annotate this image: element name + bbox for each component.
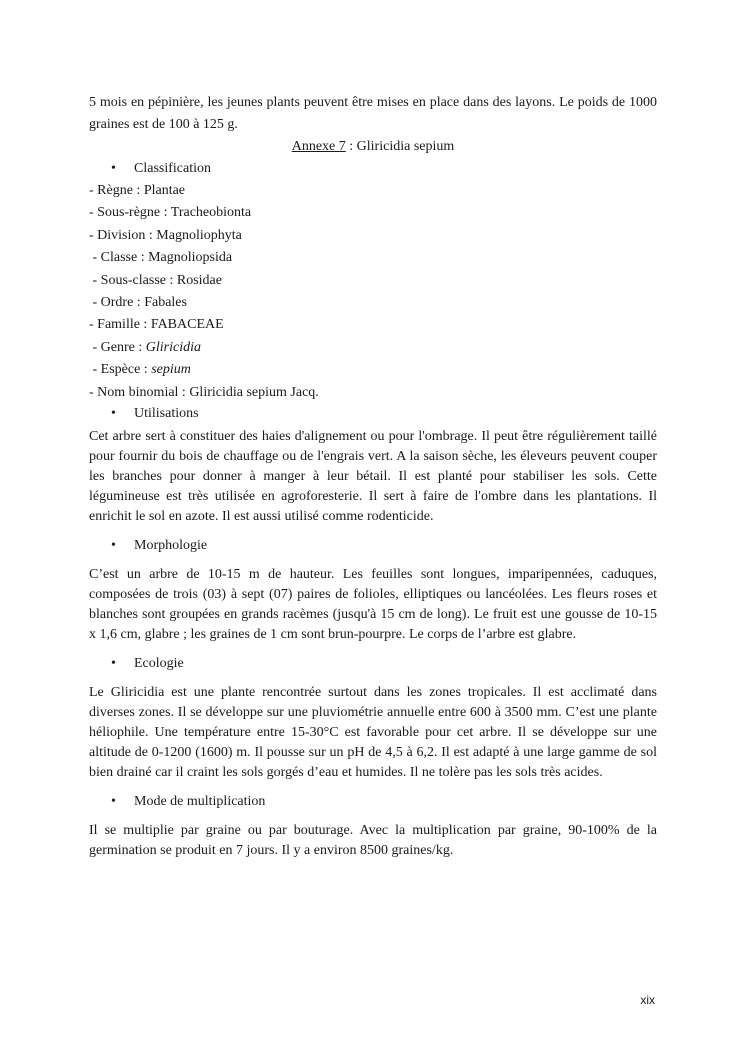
bullet-icon: •	[111, 655, 116, 671]
classification-line: - Classe : Magnoliopsida	[89, 250, 233, 266]
classification-line: - Sous-classe : Rosidae	[89, 272, 222, 288]
page-number: xix	[640, 993, 655, 1007]
classification-genre	[89, 337, 657, 359]
utilisations-paragraph: Cet arbre sert à constituer des haies d'alignement ou pour l'ombrage. Il peut être régulièrement taillé pour fournir du bois de chauffage ou de l'engrais vert. A la saison sèche, les éleveurs peuvent couper les branches pour donner à manger à leur bétail. Il est planté pour stabiliser les sols. Cette légumineuse est très utilisée en agroforesterie. Il sert à faire de l'ombre dans les plantations. Il enrichit le sol en azote. Il est aussi utilisé comme rodenticide.	[89, 428, 657, 524]
annex-title	[89, 136, 657, 158]
classification-heading: Classification	[134, 161, 211, 176]
classification-line: - Famille : FABACEAE	[89, 317, 224, 333]
bullet-ecologie	[89, 653, 657, 675]
bullet-icon: •	[111, 793, 116, 809]
utilisations-heading: Utilisations	[134, 405, 199, 421]
multiplication-heading: Mode de multiplication	[134, 793, 266, 809]
classification-line: - Sous-règne : Tracheobionta	[89, 205, 252, 221]
intro-paragraph: 5 mois en pépinière, les jeunes plants peuvent être mises en place dans des layons. Le poids de 1000 graines est de 100 à 125 g.	[89, 95, 657, 132]
bullet-multiplication	[89, 791, 657, 813]
bullet-morphologie	[89, 535, 657, 557]
bullet-icon: •	[111, 537, 116, 553]
morphologie-paragraph: C’est un arbre de 10-15 m de hauteur. Les feuilles sont longues, imparipennées, caduques, composées de trois (03) à sept (07) paires de folioles, elliptiques ou lancéolées. Les fleurs roses et blanches sont groupées en grands racèmes (jusqu'à 15 cm de long). Le fruit est une gousse de 10-15 x 1,6 cm, glabre ; les graines de 1 cm sont brun-pourpre. Le corps de l’arbre est glabre.	[89, 566, 657, 642]
bullet-icon: •	[111, 405, 116, 421]
genre-label: - Genre :	[89, 339, 146, 355]
page-body	[89, 92, 657, 861]
ecologie-paragraph: Le Gliricidia est une plante rencontrée surtout dans les zones tropicales. Il est acclimaté dans diverses zones. Il se développe sur une pluviométrie annuelle entre 600 à 3500 mm. C’est une plante héliophile. Une température entre 15-30°C est favorable pour cet arbre. Il se développe sur une altitude de 0-1200 (1600) m. Il pousse sur un pH de 4,5 à 6,2. Il est adapté à une large gamme de sol bien drainé car il craint les sols gorgés d’eau et humides. Il ne tolère pas les sols très acides.	[89, 684, 657, 780]
classification-list	[89, 180, 657, 403]
espece-value: sepium	[151, 362, 191, 378]
espece-label: - Espèce :	[89, 362, 152, 378]
genre-value: Gliricidia	[145, 339, 201, 355]
bullet-classification	[89, 158, 657, 180]
classification-line: - Règne : Plantae	[89, 183, 186, 198]
annex-species: : Gliricidia sepium	[345, 139, 455, 154]
multiplication-paragraph: Il se multiplie par graine ou par bouturage. Avec la multiplication par graine, 90-100% de la germination se produit en 7 jours. Il y a environ 8500 graines/kg.	[89, 822, 657, 858]
classification-binomial: - Nom binomial : Gliricidia sepium Jacq.	[89, 384, 319, 400]
bullet-icon: •	[111, 161, 116, 176]
bullet-utilisations	[89, 403, 657, 425]
classification-line: - Division : Magnoliophyta	[89, 227, 242, 243]
ecologie-heading: Ecologie	[134, 655, 184, 671]
classification-line: - Ordre : Fabales	[89, 295, 187, 311]
morphologie-heading: Morphologie	[134, 537, 208, 553]
classification-espece	[89, 359, 657, 381]
annex-label: Annexe 7	[291, 139, 346, 154]
